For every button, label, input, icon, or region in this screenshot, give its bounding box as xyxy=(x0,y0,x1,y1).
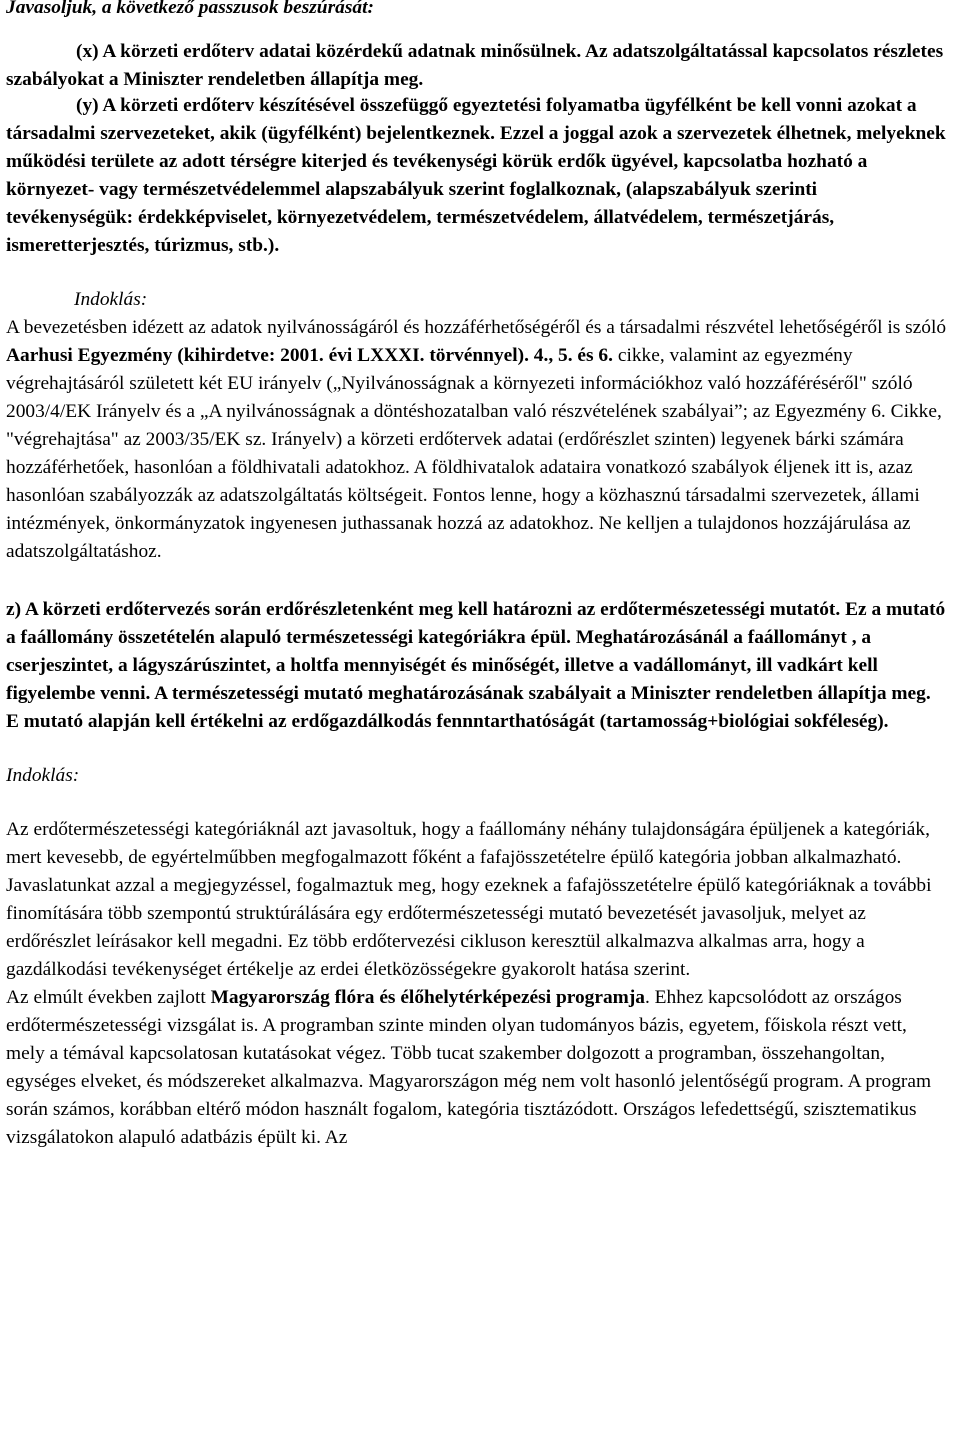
justification-heading-2: Indoklás: xyxy=(6,765,80,786)
flora-mapping-program-ref: Magyarország flóra és élőhelytérképezési programja xyxy=(210,987,645,1008)
spacer xyxy=(6,736,948,762)
spacer xyxy=(6,790,948,816)
intro-line: Javasoljuk, a következő passzusok beszúrását: xyxy=(6,0,374,18)
justification-paragraph-1 xyxy=(6,314,948,566)
justification-paragraph-2: Az erdőtermészetességi kategóriáknál azt javasoltuk, hogy a faállomány néhány tulajdonságára épüljenek a kategóriák, mert kevesebb, de egyértelműbben megfogalmazott főként a fafajösszetételre épülő kategória jobban alkalmazható. Javaslatunkat azzal a megjegyzéssel, fogalmaztuk meg, hogy ezeknek a fafajösszetételre épülő kategóriáknak a további finomítására több szempontú struktúrálására egy erdőtermészetességi mutató bevezetését javasoljuk, melyet az erdőrészlet leírásakor kell megadni. Ez több erdőtervezési cikluson keresztül alkalmazva alkalmas arra, hogy a gazdálkodási tevékenységet értékelje az erdei életközösségekre gyakorolt hatása szerint. xyxy=(6,819,932,980)
justification-text-3b: . Ehhez kapcsolódott az országos erdőtermészetességi vizsgálat is. A programban szinte minden olyan tudományos bázis, egyetem, főiskola részt vett, mely a témával kapcsolatosan kutatásokat végez. Több tucat szakember dolgozott a programban, összehangoltan, egységes elveket, és módszereket alkalmazva. Magyarországon még nem volt hasonló jelentőségű program. A program során számos, korábban eltérő módon használt fogalom, kategória tisztázódott. Országos lefedettségű, szisztematikus vizsgálatokon alapuló adatbázis épült ki. Az xyxy=(6,987,932,1148)
aarhus-convention-ref: Aarhusi Egyezmény (kihirdetve: 2001. évi LXXXI. törvénnyel). 4., 5. és 6. xyxy=(6,345,613,366)
justification-text-1b: cikke, valamint az egyezmény végrehajtásáról született két EU irányelv („Nyilvánosságnak a környezeti információkhoz való hozzáféréséről" szóló 2003/4/EK Irányelv és a „A nyilvánosságnak a döntéshozatalban való részvételének szabályai”; az Egyezmény 6. Cikke, "végrehajtása" az 2003/35/EK sz. Irányelv) a körzeti erdőtervek adatai (erdőrészlet szinten) legyenek bárki számára hozzáférhetőek, hasonlóan a földhivatali adatokhoz. A földhivatalok adataira vonatkozó szabályok éljenek itt is, azaz hasonlóan szabályozzák az adatszolgáltatás költségeit. Fontos lenne, hogy a közhasznú társadalmi szervezetek, állami intézmények, önkormányzatok ingyenesen juthassanak hozzá az adatokhoz. Ne kelljen a tulajdonos hozzájárulása az adatszolgáltatáshoz. xyxy=(6,345,942,562)
proposal-z: z) A körzeti erdőtervezés során erdőrészletenként meg kell határozni az erdőtermészetességi mutatót. Ez a mutató a faállomány összetételén alapuló természetességi kategóriákra épül. Meghatározásánál a faállományt , a cserjeszintet, a lágyszárúszintet, a holtfa mennyiségét és minőségét, illetve a vadállományt, ill vadkárt kell figyelembe venni. A természetességi mutató meghatározásának szabályait a Miniszter rendeletben állapítja meg. E mutató alapján kell értékelni az erdőgazdálkodás fennntarthatóságát (tartamosság+biológiai sokféleség). xyxy=(6,599,946,732)
document-page xyxy=(6,0,948,1152)
proposal-y: (y) A körzeti erdőterv készítésével összefüggő egyeztetési folyamatba ügyfélként be kell vonni azokat a társadalmi szervezeteket, akik (ügyfélként) bejelentkeznek. Ezzel a joggal azok a szervezetek élhetnek, melyeknek működési területe az adott térségre kiterjed és tevékenységi körük erdők ügyével, kapcsolatba hozható a környezet- vagy természetvédelemmel alapszabályuk szerint foglalkoznak, (alapszabályuk szerinti tevékenységük: érdekképviselet, környezetvédelem, természetvédelem, állatvédelem, természetjárás, ismeretterjesztés, túrizmus, stb.). xyxy=(6,95,946,256)
justification-text-1a: A bevezetésben idézett az adatok nyilvánosságáról és hozzáférhetőségéről és a társadalmi részvétel lehetőségéről is szóló xyxy=(6,317,947,338)
spacer xyxy=(6,566,948,596)
spacer xyxy=(6,260,948,286)
spacer xyxy=(6,22,948,38)
justification-paragraph-3 xyxy=(6,984,948,1152)
proposal-x: (x) A körzeti erdőterv adatai közérdekű adatnak minősülnek. Az adatszolgáltatással kapcsolatos részletes szabályokat a Miniszter rendeletben állapítja meg. xyxy=(6,41,944,90)
justification-text-3a: Az elmúlt években zajlott xyxy=(6,987,211,1008)
justification-heading-1: Indoklás: xyxy=(74,289,148,310)
